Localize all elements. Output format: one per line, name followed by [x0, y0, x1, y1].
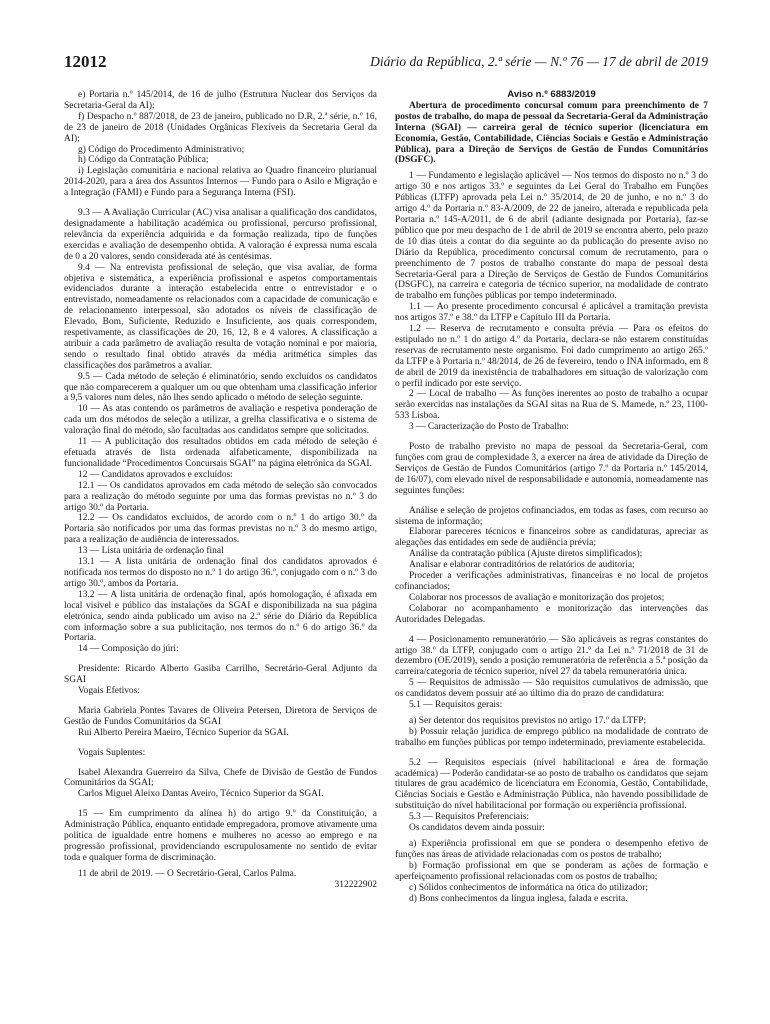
- paragraph: Os candidatos devem ainda possuir:: [409, 823, 545, 834]
- paragraph: Análise e seleção de projetos cofinanciados, em todas as fases, com recurso ao sistema de informação;: [395, 505, 708, 527]
- paragraph: Posto de trabalho previsto no mapa de pessoal da Secretaria-Geral, com funções com grau de complexidade 3, a exercer na área de atividade da Direção de Serviços de Gestão de Fundos Comunitários (artigo 7.º da Portaria n.º 145/2014, de 16/07), com elevado nível de responsabilidade e autonomia, nomeadamente nas seguintes funções:: [395, 442, 708, 496]
- paragraph: Presidente: Ricardo Alberto Gasiba Carrilho, Secretário-Geral Adjunto da SGAI: [64, 664, 377, 686]
- notice-subject: Abertura de procedimento concursal comum para preenchimento de 7 postos de trabalho, do mapa de pessoal da Secretaria-Geral da Administração Interna (SGAI) — carreira geral de técnico superior (licenciatura em Economia, Gestão, Contabilidade, Ciências Sociais e Gestão e Administração Pública), para a Direção de Serviços de Gestão de Fundos Comunitários (DSGFC).: [395, 100, 708, 166]
- paragraph: a) Ser detentor dos requisitos previstos no artigo 17.º da LTFP;: [409, 715, 647, 726]
- paragraph: 1.2 — Reserva de recrutamento e consulta prévia — Para os efeitos do estipulado no n.º 1 do artigo 4.º da Portaria, declara-se não estarem constituídas reservas de recrutamento neste organismo. Foi dado cumprimento ao artigo 265.º da LTFP e à Portaria n.º 48/2014, de 26 de fevereiro, tendo o INA informado, em 8 de abril de 2019 da inexistência de trabalhadores em situação de valorização com o perfil indicado por este serviço.: [395, 324, 708, 389]
- paragraph: 12 — Candidatos aprovados e excluídos:: [78, 469, 233, 480]
- paragraph: 14 — Composição do júri:: [78, 644, 179, 655]
- paragraph: d) Bons conhecimentos da língua inglesa, falada e escrita.: [409, 893, 628, 904]
- paragraph: 12.2 — Os candidatos excluídos, de acordo com o n.º 1 do artigo 30.º da Portaria são notificados por uma das formas previstas no n.º 3 do mesmo artigo, para a realização de audiência de interessados.: [64, 513, 377, 546]
- paragraph: a) Experiência profissional em que se pondera o desempenho efetivo de funções nas áreas de atividade relacionadas com os postos de trabalho;: [395, 839, 708, 860]
- paragraph: Isabel Alexandra Guerreiro da Silva, Chefe de Divisão de Gestão de Fundos Comunitários da SGAI;: [64, 767, 377, 789]
- spacer: [395, 749, 708, 758]
- spacer: [64, 800, 377, 809]
- paragraph: 5.1 — Requisitos gerais:: [409, 700, 503, 711]
- spacer: [395, 626, 708, 635]
- notice-title: Aviso n.º 6883/2019: [507, 89, 596, 100]
- page-header: [64, 52, 708, 76]
- paragraph: 11 de abril de 2019. — O Secretário-Geral, Carlos Palma.: [78, 868, 297, 879]
- paragraph: Vogais Efetivos:: [78, 686, 140, 697]
- paragraph: 11 — A publicitação dos resultados obtidos em cada método de seleção é efetuada através de lista ordenada alfabeticamente, disponibilizada na funcionalidade “Procedimentos Concursais SGAI” na página eletrónica da SGAI.: [64, 437, 377, 469]
- paragraph: Proceder a verificações administrativas, financeiras e no local de projetos cofinanciados;: [395, 571, 708, 592]
- spacer: [64, 199, 377, 208]
- paragraph: 13 — Lista unitária de ordenação final: [78, 546, 224, 557]
- paragraph: Vogais Suplentes:: [78, 747, 146, 758]
- right-column: [395, 90, 708, 904]
- paragraph: 13.2 — A lista unitária de ordenação final, após homologação, é afixada em local visível e público das instalações da SGAI e disponibilizada na sua página eletrónica, sendo ainda publicado um aviso na 2.ª série do Diário da República com informação sobre a sua publicitação, nos termos do n.º 6 do artigo 36.º da Portaria.: [64, 589, 377, 644]
- running-title: Diário da República, 2.ª série — N.º 76 — 17 de abril de 2019: [370, 54, 708, 69]
- spacer: [64, 759, 377, 768]
- paragraph: b) Possuir relação jurídica de emprego público na modalidade de contrato de trabalho em funções públicas por tempo indeterminado, previamente estabelecida.: [395, 726, 708, 748]
- paragraph: 15 — Em cumprimento da alínea h) do artigo 9.º da Constituição, a Administração Pública, enquanto entidade empregadora, promove ativamente uma política de igualdade entre homens e mulheres no acesso ao emprego e na progressão profissional, providenciando escrupulosamente no sentido de evitar toda e qualquer forma de discriminação.: [64, 809, 377, 863]
- paragraph: e) Portaria n.º 145/2014, de 16 de julho (Estrutura Nuclear dos Serviços da Secretaria-Geral da AI);: [64, 90, 377, 111]
- paragraph: 9.5 — Cada método de seleção é eliminatório, sendo excluídos os candidatos que não comparecerem a qualquer um ou que obtenham uma classificação inferior a 9,5 valores num deles, não lhes sendo aplicado o método de seleção seguinte.: [64, 371, 377, 404]
- paragraph: Elaborar pareceres técnicos e financeiros sobre as candidaturas, apreciar as alegações das entidades em sede de audiência prévia;: [395, 527, 708, 549]
- paragraph: 13.1 — A lista unitária de ordenação final dos candidatos aprovados é notificada nos termos do disposto no n.º 1 do artigo 36.º, conjugado com o n.º 3 do artigo 30.º, ambos da Portaria.: [64, 557, 377, 589]
- spacer: [395, 497, 708, 506]
- paragraph: 5.3 — Requisitos Preferenciais:: [409, 812, 530, 823]
- paragraph: 1 — Fundamento e legislação aplicável — Nos termos do disposto no n.º 3 do artigo 30 e nos artigos 33.º e seguintes da Lei Geral do Trabalho em Funções Públicas (LTFP) aprovada pela Lei n.º 35/2014, de 20 de junho, e no n.º 3 do artigo 4.º da Portaria n.º 83-A/2009, de 22 de janeiro, alterada e republicada pela Portaria n.º 145-A/2011, de 6 de abril (adiante designada por Portaria), faz-se público que por meu despacho de 1 de abril de 2019 se encontra aberto, pelo prazo de 10 dias úteis a contar do dia seguinte ao da publicação do presente aviso no Diário da República, procedimento concursal comum de recrutamento, para o preenchimento de 7 postos de trabalho constante do mapa de pessoal desta Secretaria-Geral para a Direção de Serviços de Gestão de Fundos Comunitários (DSGFC), na carreira e categoria de técnico superior, na modalidade de contrato de trabalho em funções públicas por tempo indeterminado.: [395, 171, 708, 302]
- paragraph: 312222902: [334, 879, 377, 890]
- paragraph: 2 — Local de trabalho — As funções inerentes ao posto de trabalho a ocupar serão exercidas nas instalações da SGAI sitas na Rua de S. Mamede, n.º 23, 1100-533 Lisboa.: [395, 389, 708, 422]
- page-number: 12012: [64, 52, 107, 71]
- paragraph: i) Legislação comunitária e nacional relativa ao Quadro financeiro plurianual 2014-2020, para a área dos Assuntos Internos — Fundo para o Asilo e Migração e a Integração (FAMI) e Fundo para a Segurança Interna (FSI).: [64, 166, 377, 199]
- spacer: [64, 655, 377, 664]
- paragraph: 9.3 — A Avaliação Curricular (AC) visa analisar a qualificação dos candidatos, designadamente a habilitação académica ou profissional, percurso profissional, relevância da experiência adquirida e da formação realizada, tipo de funções exercidas e avaliação de desempenho obtida. A valoração é expressa numa escala de 0 a 20 valores, sendo considerada até às centésimas.: [64, 208, 377, 262]
- paragraph: f) Despacho n.º 887/2018, de 23 de janeiro, publicado no D.R, 2.ª série, n.º 16, de 23 de janeiro de 2018 (Unidades Orgânicas Flexíveis da Secretaria Geral da AI);: [64, 111, 377, 144]
- paragraph: g) Código do Procedimento Administrativo;: [78, 144, 245, 155]
- spacer: [64, 739, 377, 748]
- left-column: [64, 90, 377, 891]
- paragraph: Análise da contratação pública (Ajuste diretos simplificados);: [409, 549, 643, 560]
- paragraph: 1.1 — Ao presente procedimento concursal é aplicável a tramitação prevista nos artigos 37.º e 38.º da LTFP e Capítulo III da Portaria.: [395, 302, 708, 324]
- paragraph: 5 — Requisitos de admissão — São requisitos cumulativos de admissão, que os candidatos devem possuir até ao último dia do prazo de candidatura:: [395, 678, 708, 700]
- paragraph: c) Sólidos conhecimentos de informática na ótica do utilizador;: [409, 882, 649, 893]
- paragraph: Rui Alberto Pereira Maeiro, Técnico Superior da SGAI.: [78, 727, 289, 738]
- paragraph: 4 — Posicionamento remuneratório — São aplicáveis as regras constantes do artigo 38.º da LTFP, conjugado com o artigo 21.º da Lei n.º 71/2018 de 31 de dezembro (OE/2019), sendo a posição remuneratória de referência a 5.ª posição da carreira/categoria de técnico superior, nível 27 da tabela remuneratória única.: [395, 634, 708, 678]
- paragraph: Analisar e elaborar contraditórios de relatórios de auditoria;: [409, 560, 635, 571]
- paragraph: h) Código da Contratação Pública;: [78, 155, 209, 166]
- paragraph: 9.4 — Na entrevista profissional de seleção, que visa avaliar, de forma objetiva e sistemática, a experiência profissional e aspetos comportamentais evidenciados durante a interação estabelecida entre o entrevistador e o entrevistado, nomeadamente os relacionados com a capacidade de comunicação e de relacionamento interpessoal, são adotados os níveis de classificação de Elevado, Bom, Suficiente, Reduzido e Insuficiente, aos quais correspondem, respetivamente, as classificações de 20, 16, 12, 8 e 4 valores. A classificação a atribuir a cada parâmetro de avaliação resulta de votação nominal e por maioria, sendo o resultado final obtido através da média aritmética simples das classificações dos parâmetros a avaliar.: [64, 262, 377, 371]
- paragraph: b) Formação profissional em que se ponderam as ações de formação e aperfeiçoamento profissional relacionadas com os postos de trabalho;: [395, 860, 708, 882]
- paragraph: 3 — Caracterização do Posto de Trabalho:: [409, 422, 569, 433]
- spacer: [395, 433, 708, 442]
- paragraph: Colaborar nos processos de avaliação e monitorização dos projetos;: [409, 592, 665, 603]
- paragraph: Colaborar no acompanhamento e monitorização das intervenções das Autoridades Delegadas.: [395, 603, 708, 625]
- paragraph: Carlos Miguel Aleixo Dantas Aveiro, Técnico Superior da SGAI.: [78, 789, 324, 800]
- paragraph: 12.1 — Os candidatos aprovados em cada método de seleção são convocados para a realização do método seguinte por uma das formas previstas no n.º 3 do artigo 30.º da Portaria.: [64, 480, 377, 513]
- spacer: [64, 697, 377, 706]
- paragraph: 10 — As atas contendo os parâmetros de avaliação e respetiva ponderação de cada um dos métodos de seleção a utilizar, a grelha classificativa e o sistema de valoração final do método, são facultadas aos candidatos sempre que solicitados.: [64, 404, 377, 437]
- paragraph: Maria Gabriela Pontes Tavares de Oliveira Petersen, Diretora de Serviços de Gestão de Fundos Comunitários da SGAI: [64, 705, 377, 727]
- paragraph: 5.2 — Requisitos especiais (nível habilitacional e área de formação académica) — Poderão candidatar-se ao posto de trabalho os candidatos que sejam titulares de grau académico de licenciatura em Economia, Gestão, Contabilidade, Ciências Sociais e Gestão e Administração Pública, não havendo possibilidade de substituição do nível habilitacional por formação ou experiência profissional.: [395, 757, 708, 812]
- notice-body: [395, 171, 708, 904]
